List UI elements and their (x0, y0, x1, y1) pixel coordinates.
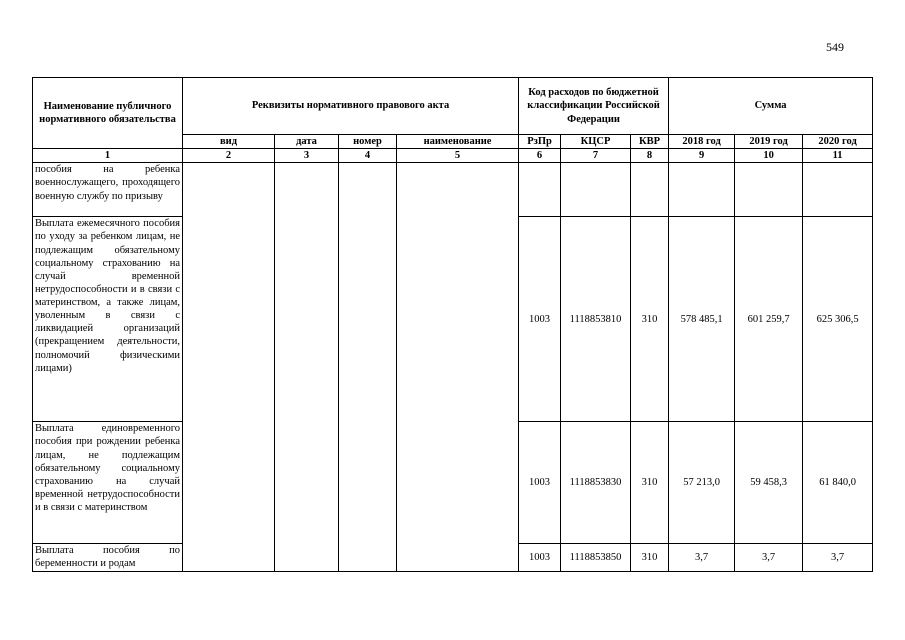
header-2019: 2019 год (735, 135, 803, 149)
cell-rzpr: 1003 (519, 544, 561, 572)
column-number: 9 (669, 149, 735, 163)
cell-kcsr (561, 163, 631, 217)
cell-2019: 601 259,7 (735, 217, 803, 422)
header-nomer: номер (339, 135, 397, 149)
header-vid: вид (183, 135, 275, 149)
cell-2020: 625 306,5 (803, 217, 873, 422)
cell-rzpr: 1003 (519, 422, 561, 544)
obligation-name: Выплата пособия по беременности и родам (33, 544, 183, 572)
cell-2020 (803, 163, 873, 217)
obligation-name: Выплата ежемесячного пособия по уходу за ребенком лицам, не подлежащим обязательному социальному страхованию на случай временной нетрудоспособности и в связи с материнством, а также лицам, уволенным в связи с ликвидацией организаций (прекращением деятельности, полномочий физическими лицами) (33, 217, 183, 422)
cell-rzpr: 1003 (519, 217, 561, 422)
header-kcsr: КЦСР (561, 135, 631, 149)
cell-kcsr: 1118853830 (561, 422, 631, 544)
table-row (33, 163, 873, 217)
header-code: Код расходов по бюджетной классификации Российской Федерации (519, 78, 669, 135)
header-2020: 2020 год (803, 135, 873, 149)
header-requisites: Реквизиты нормативного правового акта (183, 78, 519, 135)
cell-2020: 61 840,0 (803, 422, 873, 544)
cell-kvr: 310 (631, 422, 669, 544)
header-name: Наименование публичного нормативного обязательства (33, 78, 183, 149)
cell-2019: 59 458,3 (735, 422, 803, 544)
header-naim: наименование (397, 135, 519, 149)
obligations-table (32, 77, 873, 572)
column-number: 6 (519, 149, 561, 163)
header-kvr: КВР (631, 135, 669, 149)
cell-kvr: 310 (631, 544, 669, 572)
obligation-name: Выплата единовременного пособия при рождении ребенка лицам, не подлежащим обязательному социальному страхованию на случай временной нетрудоспособности и в связи с материнством (33, 422, 183, 544)
cell-2018 (669, 163, 735, 217)
column-number-row (33, 149, 873, 163)
cell-kcsr: 1118853810 (561, 217, 631, 422)
column-number: 10 (735, 149, 803, 163)
cell-2018: 57 213,0 (669, 422, 735, 544)
cell-kcsr: 1118853850 (561, 544, 631, 572)
header-data: дата (275, 135, 339, 149)
cell-nomer (339, 163, 397, 572)
obligation-name: пособия на ребенка военнослужащего, проходящего военную службу по призыву (33, 163, 183, 217)
column-number: 4 (339, 149, 397, 163)
header-sum: Сумма (669, 78, 873, 135)
column-number: 1 (33, 149, 183, 163)
column-number: 3 (275, 149, 339, 163)
cell-2020: 3,7 (803, 544, 873, 572)
column-number: 7 (561, 149, 631, 163)
column-number: 8 (631, 149, 669, 163)
cell-vid (183, 163, 275, 572)
column-number: 2 (183, 149, 275, 163)
header-2018: 2018 год (669, 135, 735, 149)
cell-2018: 3,7 (669, 544, 735, 572)
cell-2019 (735, 163, 803, 217)
header-rzpr: РзПр (519, 135, 561, 149)
cell-kvr: 310 (631, 217, 669, 422)
page-number: 549 (826, 40, 844, 54)
cell-2018: 578 485,1 (669, 217, 735, 422)
cell-naim (397, 163, 519, 572)
column-number: 11 (803, 149, 873, 163)
cell-rzpr (519, 163, 561, 217)
header-row-top (33, 78, 873, 135)
cell-2019: 3,7 (735, 544, 803, 572)
column-number: 5 (397, 149, 519, 163)
cell-data (275, 163, 339, 572)
cell-kvr (631, 163, 669, 217)
